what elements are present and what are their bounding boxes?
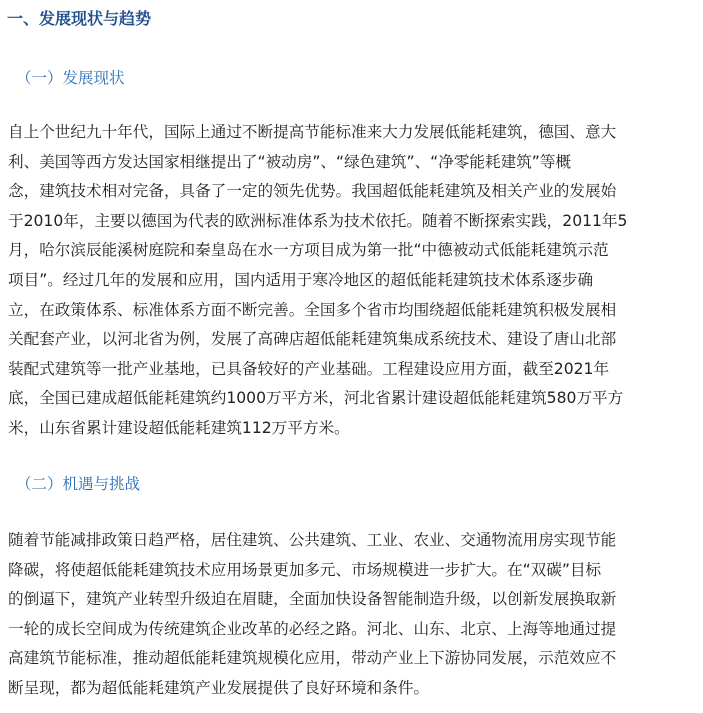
paragraph-status bbox=[8, 118, 698, 444]
paragraph-line: 降碳，将使超低能耗建筑技术应用场景更加多元、市场规模进一步扩大。在“双碳”目标 bbox=[8, 560, 602, 579]
paragraph-line: 米，山东省累计建设超低能耗建筑112万平方米。 bbox=[8, 418, 350, 437]
paragraph-line: 随着节能减排政策日趋严格，居住建筑、公共建筑、工业、农业、交通物流用房实现节能 bbox=[8, 531, 617, 549]
paragraph-line: 断呈现，都为超低能耗建筑产业发展提供了良好环境和条件。 bbox=[8, 678, 430, 697]
subsection-title-status: （一）发展现状 bbox=[16, 69, 125, 87]
subsection-title-opportunities: （二）机遇与挑战 bbox=[16, 475, 141, 493]
paragraph-line: 利、美国等西方发达国家相继提出了“被动房”、“绿色建筑”、“净零能耗建筑”等概 bbox=[8, 152, 572, 171]
paragraph-line: 高建筑节能标准，推动超低能耗建筑规模化应用，带动产业上下游协同发展，示范效应不 bbox=[8, 649, 617, 668]
paragraph-line: 底，全国已建成超低能耗建筑约1000万平方米，河北省累计建设超低能耗建筑580万平方 bbox=[8, 389, 624, 408]
paragraph-line: 月，哈尔滨辰能溪树庭院和秦皇岛在水一方项目成为第一批“中德被动式低能耗建筑示范 bbox=[8, 241, 609, 260]
paragraph-line: 念，建筑技术相对完备，具备了一定的领先优势。我国超低能耗建筑及相关产业的发展始 bbox=[8, 182, 617, 201]
paragraph-line: 的倒逼下，建筑产业转型升级迫在眉睫，全面加快设备智能制造升级，以创新发展换取新 bbox=[8, 590, 617, 609]
paragraph-line: 关配套产业，以河北省为例，发展了高碑店超低能耗建筑集成系统技术、建设了唐山北部 bbox=[8, 330, 617, 349]
paragraph-line: 一轮的成长空间成为传统建筑企业改革的必经之路。河北、山东、北京、上海等地通过提 bbox=[8, 619, 617, 638]
paragraph-opportunities bbox=[8, 526, 698, 704]
paragraph-line: 于2010年，主要以德国为代表的欧洲标准体系为技术依托。随着不断探索实践，2011年5 bbox=[8, 211, 628, 230]
paragraph-line: 立，在政策体系、标准体系方面不断完善。全国多个省市均围绕超低能耗建筑积极发展相 bbox=[8, 300, 617, 319]
paragraph-line: 装配式建筑等一批产业基地，已具备较好的产业基础。工程建设应用方面，截至2021年 bbox=[8, 359, 610, 378]
paragraph-line: 项目”。经过几年的发展和应用，国内适用于寒冷地区的超低能耗建筑技术体系逐步确 bbox=[8, 270, 594, 289]
section-title: 一、发展现状与趋势 bbox=[7, 9, 152, 28]
paragraph-line: 自上个世纪九十年代，国际上通过不断提高节能标准来大力发展低能耗建筑，德国、意大 bbox=[8, 123, 617, 141]
